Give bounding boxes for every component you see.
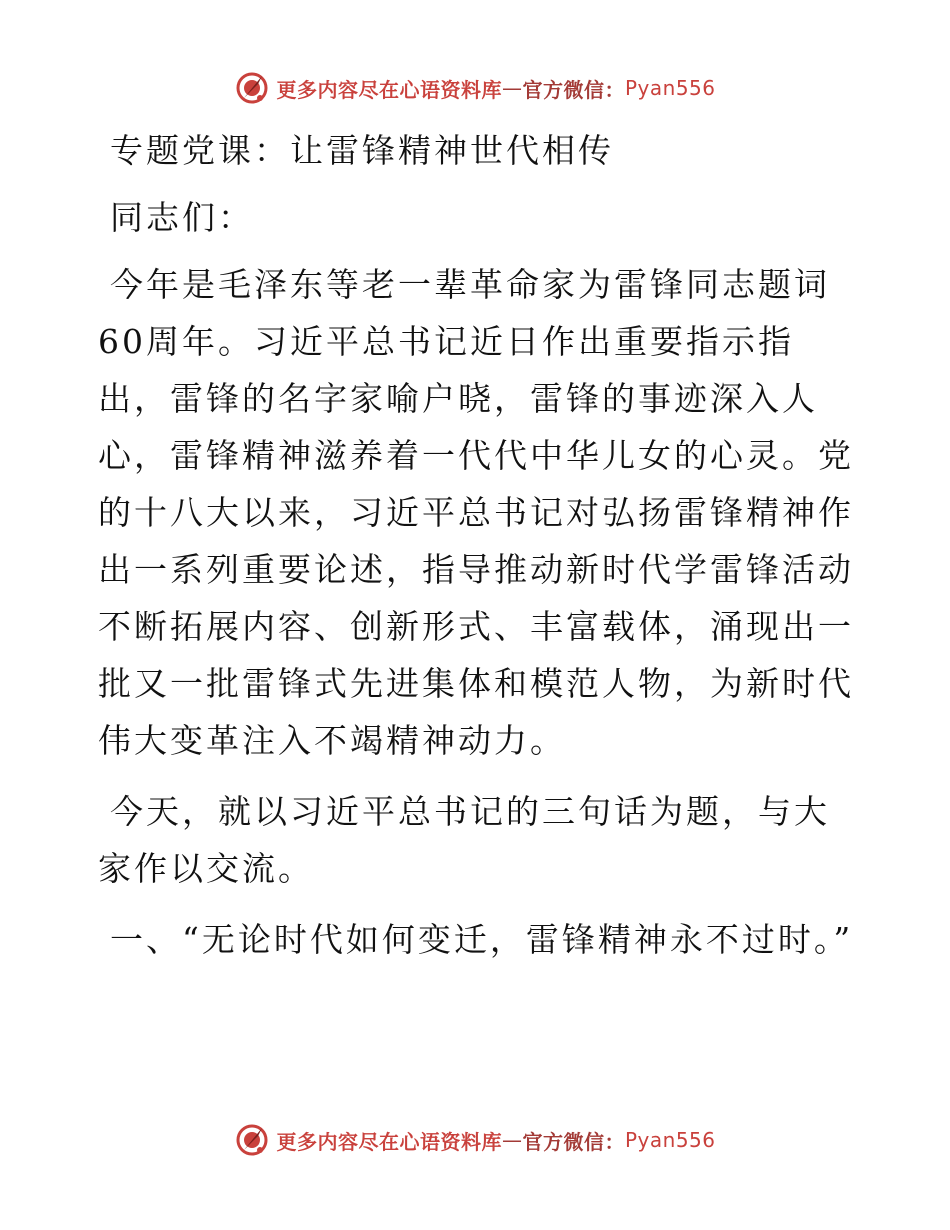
watermark-separator: — <box>501 76 523 100</box>
footer-watermark <box>0 1122 950 1158</box>
red-circle-quill-logo-icon <box>234 1122 270 1158</box>
greeting: 同志们： <box>110 198 254 237</box>
watermark-site-text: 更多内容尽在心语资料库 <box>276 1129 502 1154</box>
document-title: 专题党课：让雷锋精神世代相传 <box>110 131 614 170</box>
watermark-site-text: 更多内容尽在心语资料库 <box>276 77 502 102</box>
watermark-wechat-id: Pyan556 <box>624 76 716 100</box>
paragraph-topic: 今天，就以习近平总书记的三句话为题，与大家作以交流。 <box>98 792 830 888</box>
header-watermark <box>0 70 950 106</box>
watermark-wechat-id: Pyan556 <box>624 1128 716 1152</box>
red-circle-quill-logo-icon <box>234 70 270 106</box>
watermark-separator: — <box>501 1128 523 1152</box>
section-heading-1: 一、“无论时代如何变迁，雷锋精神永不过时。” <box>110 920 854 959</box>
document-body <box>98 122 858 968</box>
paragraph-intro: 今年是毛泽东等老一辈革命家为雷锋同志题词60周年。习近平总书记近日作出重要指示指出，雷锋的名字家喻户晓，雷锋的事迹深入人心，雷锋精神滋养着一代代中华儿女的心灵。党的十八大以来，习近平总书记对弘扬雷锋精神作出一系列重要论述，指导推动新时代学雷锋活动不断拓展内容、创新形式、丰富载体，涌现出一批又一批雷锋式先进集体和模范人物，为新时代伟大变革注入不竭精神动力。 <box>98 265 854 760</box>
watermark-wechat-label: 官方微信： <box>522 77 625 102</box>
watermark-wechat-label: 官方微信： <box>522 1129 625 1154</box>
